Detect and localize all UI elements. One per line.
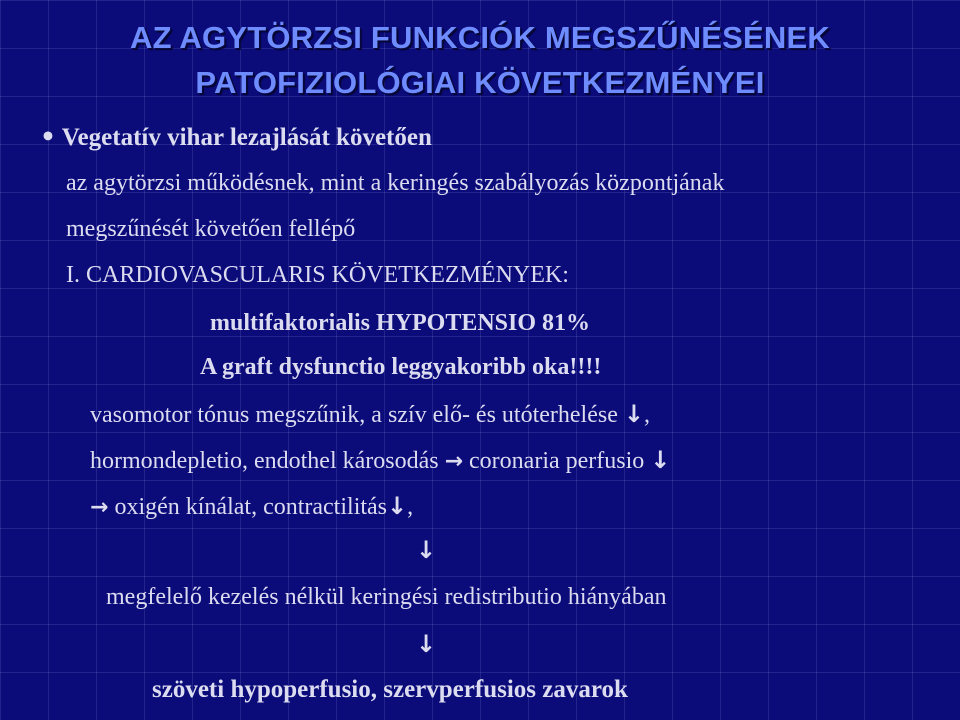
- arrow-down-icon: ↓: [416, 630, 437, 658]
- megfelelo-line: megfelelő kezelés nélkül keringési redistributio hiányában: [106, 584, 667, 610]
- oxigen-line: [90, 492, 413, 521]
- arrow-down-icon: ↓: [387, 492, 408, 520]
- bullet-dot-icon: •: [40, 122, 56, 151]
- arrow-right-icon: →: [444, 449, 464, 474]
- slide-title-line-2: PATOFIZIOLÓGIAI KÖVETKEZMÉNYEI: [195, 65, 765, 100]
- hormondepletio-line: [90, 446, 670, 475]
- hypotensio-line: multifaktorialis HYPOTENSIO 81%: [210, 310, 591, 336]
- vasomotor-comma: ,: [643, 402, 650, 428]
- arrow-right-icon: →: [90, 495, 109, 520]
- vasomotor-line: [90, 400, 650, 429]
- graft-dysfunctio-line: A graft dysfunctio leggyakoribb oka!!!!: [200, 354, 602, 380]
- arrow-down-icon: ↓: [650, 446, 671, 474]
- slide-title-line-1: AZ AGYTÖRZSI FUNKCIÓK MEGSZŰNÉSÉNEK: [130, 20, 830, 55]
- intro-line-2: megszűnését követően fellépő: [66, 216, 356, 242]
- bullet-heading: [40, 122, 432, 152]
- vasomotor-text: vasomotor tónus megszűnik, a szív elő- és utóterhelése: [90, 402, 624, 428]
- arrow-down-icon: ↓: [416, 536, 437, 564]
- section-heading: I. CARDIOVASCULARIS KÖVETKEZMÉNYEK:: [66, 262, 569, 288]
- coronaria-text: coronaria perfusio: [463, 448, 651, 474]
- standalone-arrow-1: [416, 536, 436, 565]
- oxigen-comma: ,: [407, 494, 414, 520]
- arrow-down-icon: ↓: [623, 400, 644, 428]
- standalone-arrow-2: [416, 630, 436, 659]
- bullet-heading-text: Vegetatív vihar lezajlását követően: [61, 124, 432, 151]
- hormondepletio-text: hormondepletio, endothel károsodás: [90, 448, 445, 474]
- intro-line-1: az agytörzsi működésnek, mint a keringés szabályozás központjának: [66, 170, 725, 196]
- oxigen-text: oxigén kínálat, contractilitás: [108, 494, 388, 520]
- szoveti-line: szöveti hypoperfusio, szervperfusios zavarok: [152, 676, 628, 703]
